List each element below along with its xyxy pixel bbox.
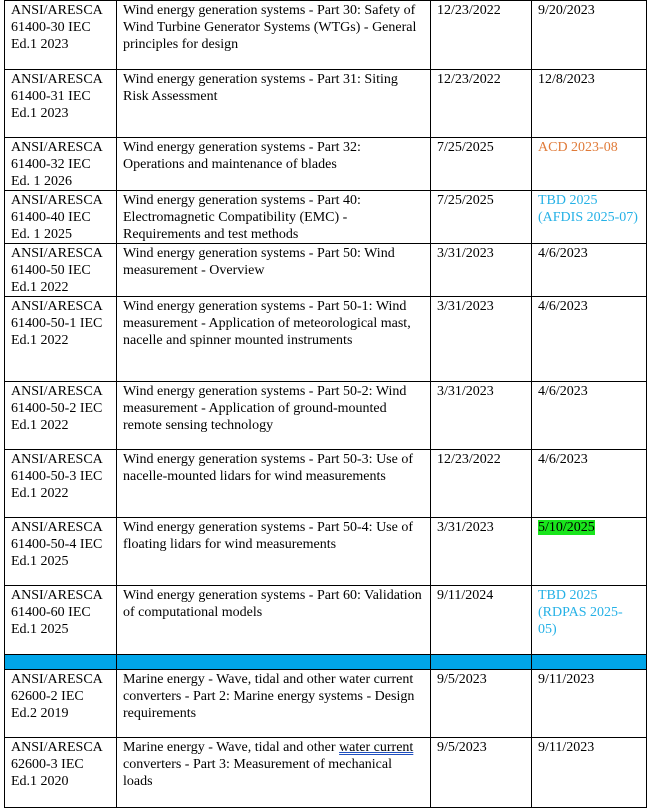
date1-cell: 12/23/2022 (431, 1, 532, 70)
separator-cell (431, 655, 532, 670)
title-cell: Wind energy generation systems - Part 32: Operations and maintenance of blades (117, 138, 431, 191)
title-cell: Wind energy generation systems - Part 50-2: Wind measurement - Application of ground-mounted remote sensing technology (117, 382, 431, 450)
table-row (5, 70, 647, 138)
standard-id-cell: ANSI/ARESCA 61400-31 IEC Ed.1 2023 (5, 70, 117, 138)
standard-id-cell: ANSI/ARESCA 61400-50-3 IEC Ed.1 2022 (5, 450, 117, 518)
title-cell: Marine energy - Wave, tidal and other water current converters - Part 2: Marine energy systems - Design requirements (117, 670, 431, 738)
date2-cell: ACD 2023-08 (532, 138, 647, 191)
standard-id-cell: ANSI/ARESCA 61400-60 IEC Ed.1 2025 (5, 586, 117, 655)
date1-cell: 9/5/2023 (431, 670, 532, 738)
title-cell: Wind energy generation systems - Part 40: Electromagnetic Compatibility (EMC) - Requirements and test methods (117, 191, 431, 244)
standard-id-cell: ANSI/ARESCA 62600-2 IEC Ed.2 2019 (5, 670, 117, 738)
table-row (5, 138, 647, 191)
date2-cell: 9/11/2023 (532, 738, 647, 808)
title-cell (117, 738, 431, 808)
table-row (5, 382, 647, 450)
date2-cell: 4/6/2023 (532, 450, 647, 518)
date1-cell: 12/23/2022 (431, 70, 532, 138)
table-row (5, 670, 647, 738)
separator-cell (117, 655, 431, 670)
date2-cell: 9/20/2023 (532, 1, 647, 70)
title-cell: Wind energy generation systems - Part 50: Wind measurement - Overview (117, 244, 431, 297)
date2-cell: TBD 2025 (RDPAS 2025-05) (532, 586, 647, 655)
date1-cell: 9/11/2024 (431, 586, 532, 655)
date1-cell: 3/31/2023 (431, 518, 532, 586)
standard-id-cell: ANSI/ARESCA 61400-50-2 IEC Ed.1 2022 (5, 382, 117, 450)
date1-cell: 9/5/2023 (431, 738, 532, 808)
spellcheck-underlined-text: water current (339, 740, 414, 755)
highlighted-date: 5/10/2025 (538, 520, 595, 535)
title-cell: Wind energy generation systems - Part 31: Siting Risk Assessment (117, 70, 431, 138)
date1-cell: 3/31/2023 (431, 244, 532, 297)
date1-cell: 3/31/2023 (431, 297, 532, 382)
date2-cell: TBD 2025 (AFDIS 2025-07) (532, 191, 647, 244)
separator-cell (532, 655, 647, 670)
separator-row (5, 655, 647, 670)
title-text-start: Marine energy - Wave, tidal and other (123, 740, 340, 755)
title-text-end: converters - Part 3: Measurement of mechanical loads (123, 757, 393, 789)
standard-id-cell: ANSI/ARESCA 61400-40 IEC Ed. 1 2025 (5, 191, 117, 244)
date1-cell: 7/25/2025 (431, 138, 532, 191)
standard-id-cell: ANSI/ARESCA 61400-50-4 IEC Ed.1 2025 (5, 518, 117, 586)
table-row (5, 1, 647, 70)
standard-id-cell: ANSI/ARESCA 61400-32 IEC Ed. 1 2026 (5, 138, 117, 191)
standard-id-cell: ANSI/ARESCA 62600-3 IEC Ed.1 2020 (5, 738, 117, 808)
table-row (5, 586, 647, 655)
standard-id-cell: ANSI/ARESCA 61400-50 IEC Ed.1 2022 (5, 244, 117, 297)
date2-cell: 9/11/2023 (532, 670, 647, 738)
title-cell: Wind energy generation systems - Part 30: Safety of Wind Turbine Generator Systems (WTGs) - General principles for design (117, 1, 431, 70)
title-cell: Wind energy generation systems - Part 60: Validation of computational models (117, 586, 431, 655)
table-row (5, 738, 647, 808)
standards-table (4, 0, 647, 808)
date2-cell (532, 518, 647, 586)
table-row (5, 518, 647, 586)
date2-cell: 4/6/2023 (532, 297, 647, 382)
date2-cell: 4/6/2023 (532, 244, 647, 297)
date1-cell: 7/25/2025 (431, 191, 532, 244)
date2-cell: 4/6/2023 (532, 382, 647, 450)
title-cell: Wind energy generation systems - Part 50-4: Use of floating lidars for wind measurements (117, 518, 431, 586)
date1-cell: 12/23/2022 (431, 450, 532, 518)
date2-cell: 12/8/2023 (532, 70, 647, 138)
table-row (5, 297, 647, 382)
standard-id-cell: ANSI/ARESCA 61400-30 IEC Ed.1 2023 (5, 1, 117, 70)
separator-cell (5, 655, 117, 670)
title-cell: Wind energy generation systems - Part 50-1: Wind measurement - Application of meteorological mast, nacelle and spinner mounted instruments (117, 297, 431, 382)
title-cell: Wind energy generation systems - Part 50-3: Use of nacelle-mounted lidars for wind measurements (117, 450, 431, 518)
table-row (5, 244, 647, 297)
standard-id-cell: ANSI/ARESCA 61400-50-1 IEC Ed.1 2022 (5, 297, 117, 382)
table-row (5, 191, 647, 244)
date1-cell: 3/31/2023 (431, 382, 532, 450)
table-row (5, 450, 647, 518)
